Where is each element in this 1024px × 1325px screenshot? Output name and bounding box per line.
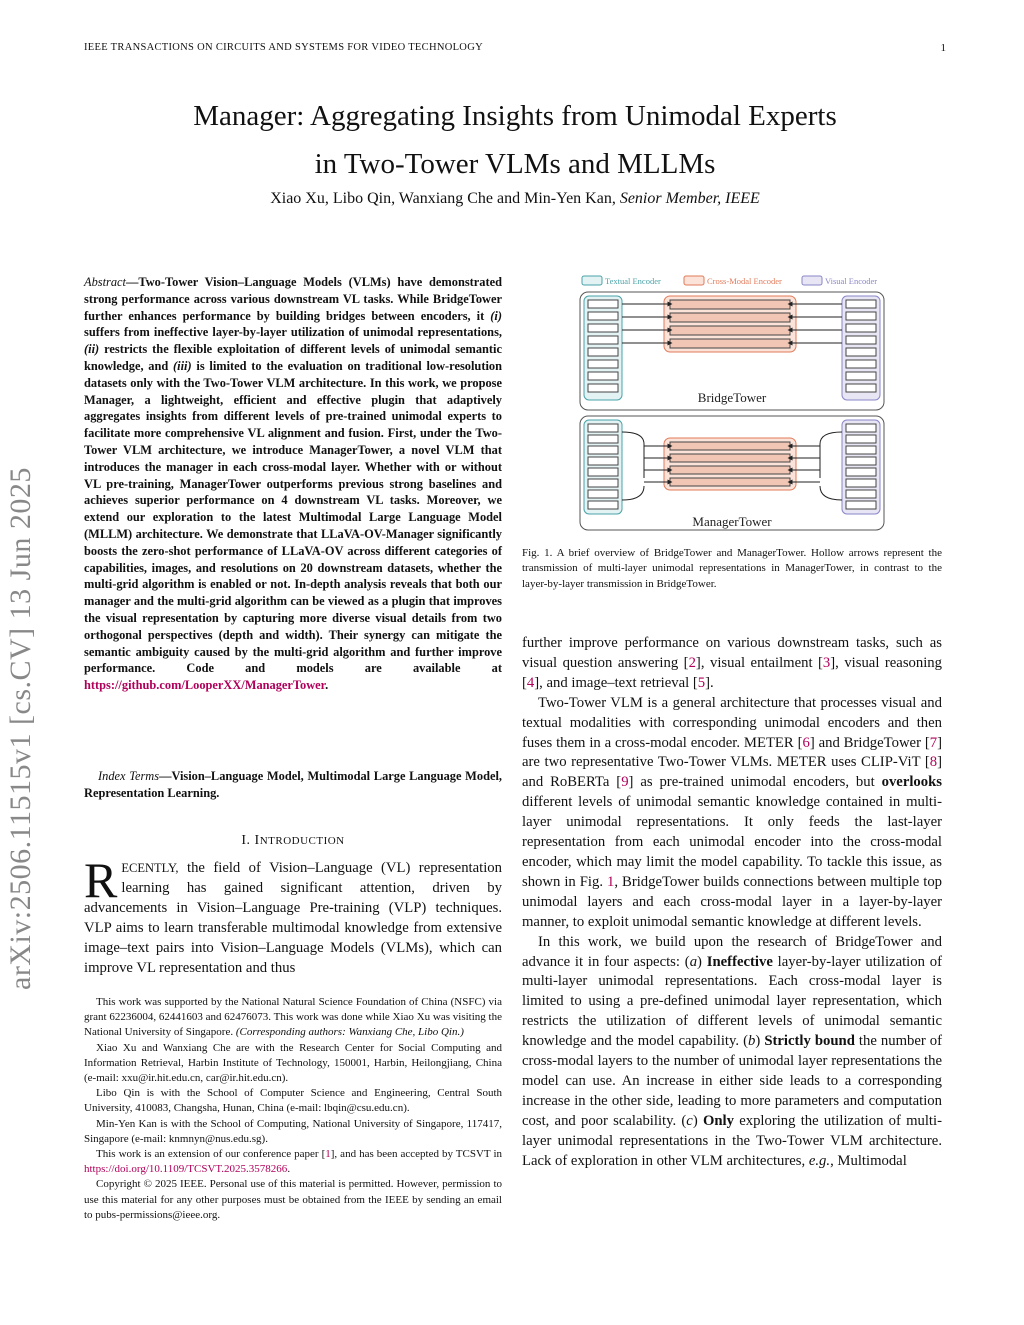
- text: , Multimodal: [830, 1152, 907, 1169]
- text: ): [755, 1033, 761, 1050]
- section-title-initial: I: [254, 833, 260, 848]
- citation-link[interactable]: 9: [621, 774, 629, 791]
- bridgetower-textual-encoder: [584, 296, 622, 400]
- index-terms: [84, 768, 502, 802]
- emphasis: overlooks: [881, 774, 942, 791]
- list-marker: a: [689, 953, 698, 970]
- text: ): [692, 1112, 698, 1129]
- authors: Xiao Xu, Libo Qin, Wanxiang Che and Min-Yen Kan,: [270, 190, 616, 207]
- text: ] and RoBERTa [: [522, 754, 942, 791]
- abstract-text: restricts the flexible exploitation of different levels of unimodal semantic knowledge, and: [84, 342, 502, 373]
- footnote-funding: [84, 995, 502, 1041]
- right-column-text: [522, 634, 942, 1171]
- text: ], visual reasoning [: [522, 654, 942, 691]
- section-number: I.: [241, 833, 251, 848]
- managertower-visual-encoder: [842, 420, 880, 514]
- figure-link[interactable]: 1: [607, 873, 615, 890]
- title-line-2: in Two-Tower VLMs and MLLMs: [314, 148, 716, 180]
- footnote-affiliation: Min-Yen Kan is with the School of Computing, National University of Singapore, 117417, Singapore (e-mail: knmnyn@nus.edu.sg).: [84, 1117, 502, 1145]
- figure-legend: [582, 276, 877, 286]
- title-line-1: Manager: Aggregating Insights from Unimodal Experts: [193, 100, 837, 132]
- abstract-text: .: [325, 678, 329, 693]
- list-marker: b: [748, 1033, 756, 1050]
- figure-caption: Fig. 1. A brief overview of BridgeTower and ManagerTower. Hollow arrows represent the transmission of multi-layer unimodal representations in ManagerTower, in contrast to the layer-by-layer transmission in BridgeTower.: [522, 547, 942, 590]
- footnote-text: ], and has been accepted by TCSVT in: [330, 1148, 502, 1161]
- footnote-corresponding: (Corresponding authors: Wanxiang Che, Libo Qin.): [235, 1026, 464, 1039]
- arxiv-stamp: arXiv:2506.11515v1 [cs.CV] 13 Jun 2025: [4, 467, 37, 990]
- emphasis: e.g.: [808, 1152, 831, 1169]
- text: Two-Tower VLM is a general architecture that processes visual and textual modalities with corresponding unimodal encoders and then fuses them in a cross-modal encoder. METER [: [522, 694, 942, 751]
- text: ].: [705, 674, 714, 691]
- citation-link[interactable]: 4: [526, 674, 535, 691]
- drop-cap: R: [84, 852, 118, 908]
- footnotes: [84, 995, 502, 1223]
- footnote-text: .: [287, 1163, 291, 1176]
- text: ], and image–text retrieval [: [534, 674, 698, 691]
- text: ] as pre-trained unimodal encoders, but: [628, 774, 875, 791]
- abstract-lead: Abstract: [84, 275, 126, 289]
- index-terms-lead: Index Terms: [98, 769, 160, 783]
- abstract: [84, 274, 502, 694]
- text: ] and BridgeTower [: [809, 734, 930, 751]
- running-header: IEEE TRANSACTIONS ON CIRCUITS AND SYSTEMS FOR VIDEO TECHNOLOGY: [84, 42, 483, 53]
- text: exploring the utilization of multi-layer unimodal representations in the Two-Tower VLM architecture. Lack of exploration in other VLM architectures,: [522, 1112, 942, 1169]
- legend-textual-label: Textual Encoder: [605, 276, 661, 286]
- abstract-item-marker: (iii): [173, 358, 192, 373]
- author-suffix: Senior Member, IEEE: [619, 190, 760, 207]
- intro-text: the field of Vision–Language (VL) representation learning has gained significant attention, driven by advancements in Vision–Language Pre-training (VLP) techniques. VLP aims to learn transferable multimodal knowledge from extensive image–text pairs into Vision–Language Models (VLMs), which can improve VL representation and thus: [84, 860, 502, 976]
- text: layer-by-layer utilization of multi-layer unimodal representations. Each cross-modal layer is limited to using a pre-defined unimodal layer representation, which restricts the utilization of different levels of unimodal semantic knowledge and the model capability. (: [522, 953, 942, 1050]
- footnote-affiliation: Xiao Xu and Wanxiang Che are with the Research Center for Social Computing and Information Retrieval, Harbin Institute of Technology, 150001, Harbin, Heilongjiang, China (e-mail: xxu@ir.hit.edu.cn, car@ir.hit.edu.cn).: [84, 1041, 502, 1085]
- legend-cross-label: Cross-Modal Encoder: [707, 276, 782, 286]
- section-title-rest: NTRODUCTION: [259, 835, 345, 847]
- footnote-text: This work is an extension of our conference paper [: [96, 1148, 326, 1161]
- legend-swatch-textual: [582, 276, 602, 285]
- bridgetower-visual-encoder: [842, 296, 880, 400]
- abstract-text: suffers from ineffective layer-by-layer utilization of unimodal representations,: [84, 325, 502, 340]
- index-terms-text: —Vision–Language Model, Multimodal Large Language Model, Representation Learning.: [84, 769, 502, 800]
- text: different levels of unimodal semantic knowledge contained in multi-layer unimodal representations. It only feeds the last-layer representation from each unimodal encoder into the cross-modal encoder, which may limit the model capability. To tackle this issue, as shown in Fig.: [522, 794, 942, 890]
- bridgetower-label: BridgeTower: [697, 390, 767, 405]
- paragraph: [522, 933, 942, 1172]
- managertower-cross-encoder: [664, 438, 796, 490]
- code-link[interactable]: https://github.com/LooperXX/ManagerTower: [84, 678, 326, 693]
- emphasis: Strictly bound: [764, 1033, 855, 1050]
- footnote-copyright: Copyright © 2025 IEEE. Personal use of this material is permitted. However, permission to use this material for any other purposes must be obtained from the IEEE by sending an email to pubs-permissions@ieee.org.: [84, 1178, 502, 1221]
- emphasis: Ineffective: [706, 953, 773, 970]
- footnote-affiliation: Libo Qin is with the School of Computer Science and Engineering, Central South University, 410083, Changsha, Hunan, China (e-mail: lbqin@csu.edu.cn).: [84, 1087, 502, 1115]
- footnote-text: This work was supported by the National Natural Science Foundation of China (NSFC) via grant 62236004, 62441603 and 62476073. This work was done while Xiao Xu was visiting the National University of Singapore.: [84, 996, 502, 1039]
- citation-link[interactable]: 7: [929, 734, 938, 751]
- list-marker: c: [686, 1112, 693, 1129]
- abstract-item-marker: (i): [490, 308, 502, 323]
- doi-link[interactable]: https://doi.org/10.1109/TCSVT.2025.3578266: [84, 1163, 288, 1176]
- intro-caps: ECENTLY,: [121, 861, 179, 875]
- page-number: 1: [940, 42, 946, 54]
- citation-link[interactable]: 8: [929, 754, 938, 771]
- legend-swatch-visual: [802, 276, 822, 285]
- emphasis: Only: [702, 1112, 734, 1129]
- abstract-item-marker: (ii): [84, 342, 100, 357]
- legend-swatch-cross: [684, 276, 704, 285]
- text: In this work, we build upon the research of BridgeTower and advance it in four aspects: (: [522, 933, 942, 970]
- legend-visual-label: Visual Encoder: [825, 276, 878, 286]
- abstract-text: —Two-Tower Vision–Language Models (VLMs) have demonstrated strong performance across various downstream VL tasks. While BridgeTower further enhances performance by building bridges between encoders, it: [84, 275, 502, 323]
- citation-link[interactable]: 6: [802, 734, 810, 751]
- text: , BridgeTower builds connections between multiple top unimodal layers and each cross-modal layer in a layer-by-layer manner, to exploit unimodal semantic knowledge at different levels.: [522, 873, 943, 930]
- bridgetower-cross-encoder: [664, 296, 796, 352]
- section-heading: [84, 833, 502, 849]
- figure-1: [578, 272, 888, 534]
- citation-link[interactable]: 2: [688, 654, 696, 671]
- abstract-text: is limited to the evaluation on traditional low-resolution datasets only with the Two-Tower VLM architecture. In this work, we propose Manager, a lightweight, efficient and effective plugin that adaptively aggregates insights from different levels of pre-trained unimodal experts to facilitate more comprehensive VL alignment and fusion. First, under the Two-Tower VLM architecture, we introduce ManagerTower, a novel VLM that introduces the manager in each cross-modal layer. Whether with or without VL pre-training, ManagerTower outperforms previous strong baselines and achieves superior performance on 4 downstream VL tasks. Moreover, we extend our exploration to the latest Multimodal Large Language Model (MLLM) architecture. We demonstrate that LLaVA-OV-Manager significantly boosts the zero-shot performance of LLaVA-OV across different categories of capabilities, images, and resolutions on 20 downstream datasets, whether the multi-grid algorithm is enabled or not. In-depth analysis reveals that both our manager and the multi-grid algorithm can be viewed as a plugin that improves the visual representation by capturing more diverse visual details from two orthogonal perspectives (depth and width). Their synergy can mitigate the semantic ambiguity caused by the multi-grid algorithm and further improve performance. Code and models are available at: [84, 358, 502, 676]
- citation-link[interactable]: 1: [325, 1148, 331, 1161]
- paragraph: [522, 634, 942, 694]
- text: ], visual entailment [: [695, 654, 823, 671]
- author-list: [84, 190, 946, 208]
- text: ] are two representative Two-Tower VLMs. METER uses CLIP-ViT [: [522, 734, 942, 771]
- paragraph: [522, 694, 942, 933]
- text: the number of cross-modal layers to the number of unimodal layer representations the model can use. An increase in either side leads to a corresponding increase in the other side, leading to more parameters and computation cost, and poor scalability. (: [522, 1033, 943, 1129]
- managertower-textual-encoder: [584, 420, 622, 514]
- managertower-label: ManagerTower: [692, 514, 772, 529]
- paper-title: [84, 92, 946, 188]
- text: ): [697, 953, 702, 970]
- citation-link[interactable]: 3: [822, 654, 831, 671]
- footnote-extension: [84, 1147, 502, 1177]
- text: further improve performance on various downstream tasks, such as visual question answering [: [522, 635, 942, 671]
- citation-link[interactable]: 5: [697, 674, 706, 691]
- intro-paragraph: [84, 852, 502, 978]
